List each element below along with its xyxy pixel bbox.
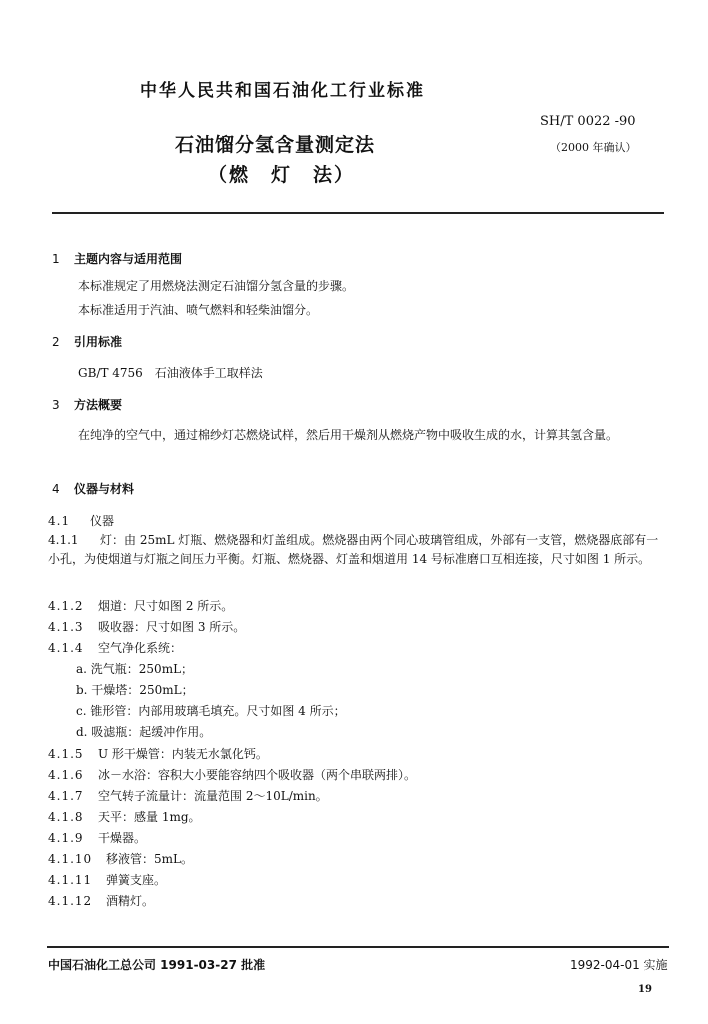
clause-text: 弹簧支座。 (106, 873, 167, 887)
section-number: 4 (52, 482, 60, 496)
clause-4-1-9 (48, 829, 146, 846)
clause-4-1-8 (48, 808, 201, 825)
clause-4-1-4 (48, 639, 182, 656)
clause-number: 4.1.5 (48, 747, 84, 761)
clause-number: 4.1.1 (48, 533, 79, 547)
clause-text: 灯：由 25mL 灯瓶、燃烧器和灯盖组成。燃烧器由两个同心玻璃管组成，外部有一支管，燃烧器底部有一小孔，为使烟道与灯瓶之间压力平衡。灯瓶、燃烧器、灯盖和烟道用 14 号标准磨口互相连接，尺寸如图 1 所示。 (48, 533, 659, 566)
clause-number: 4.1.4 (48, 641, 84, 655)
clause-number: 4.1.3 (48, 620, 84, 634)
clause-text: 酒精灯。 (106, 894, 155, 908)
section-2-heading (52, 333, 122, 350)
clause-4-1-11 (48, 871, 166, 888)
implementation-date: 1992-04-01 实施 (570, 958, 668, 972)
clause-number: 4.1.2 (48, 599, 84, 613)
clause-number: 4.1 (48, 514, 71, 528)
clause-4-1-12 (48, 892, 154, 909)
clause-number: 4.1.8 (48, 810, 84, 824)
section-1-heading (52, 250, 182, 267)
page-number: 19 (638, 984, 652, 995)
section-number: 2 (52, 335, 60, 349)
sub-item-d: d. 吸滤瓶：起缓冲作用。 (76, 725, 212, 739)
section-title: 仪器与材料 (74, 482, 135, 496)
clause-number: 4.1.11 (48, 873, 93, 887)
footer-divider (47, 946, 669, 948)
clause-text: 天平：感量 1mg。 (98, 810, 201, 824)
section-title: 引用标准 (74, 335, 123, 349)
document-subtitle: （燃 灯 法） (208, 164, 356, 186)
document-title: 石油馏分氢含量测定法 (175, 134, 376, 156)
clause-text: 干燥器。 (98, 831, 147, 845)
section-4-heading (52, 480, 134, 497)
clause-4-1 (48, 512, 114, 529)
sub-item-b: b. 干燥塔：250mL； (76, 683, 194, 697)
clause-text: 移液管：5mL。 (106, 852, 193, 866)
clause-4-1-3 (48, 618, 245, 635)
section-1-paragraph-2: 本标准适用于汽油、喷气燃料和轻柴油馏分。 (78, 303, 319, 317)
standard-code: SH/T 0022 -90 (540, 114, 636, 129)
clause-text: 冰－水浴：容积大小要能容纳四个吸收器（两个串联两排）。 (98, 768, 417, 782)
section-title: 主题内容与适用范围 (74, 252, 183, 266)
referenced-standard: GB/T 4756 石油液体手工取样法 (78, 366, 263, 380)
clause-number: 4.1.7 (48, 789, 84, 803)
issuing-standard-header: 中华人民共和国石油化工行业标准 (140, 81, 425, 101)
clause-4-1-7 (48, 787, 328, 804)
section-title: 方法概要 (74, 398, 123, 412)
clause-number: 4.1.10 (48, 852, 93, 866)
clause-text: 仪器 (90, 514, 115, 528)
clause-text: 烟道：尺寸如图 2 所示。 (98, 599, 234, 613)
clause-text: U 形干燥管：内装无水氯化钙。 (98, 747, 268, 761)
approval-line: 中国石油化工总公司 1991-03-27 批准 (48, 958, 266, 972)
clause-4-1-10 (48, 850, 193, 867)
clause-text: 吸收器：尺寸如图 3 所示。 (98, 620, 246, 634)
section-number: 3 (52, 398, 60, 412)
sub-item-a: a. 洗气瓶：250mL； (76, 662, 194, 676)
section-1-paragraph-1: 本标准规定了用燃烧法测定石油馏分氢含量的步骤。 (78, 279, 355, 293)
header-divider (52, 212, 664, 214)
section-number: 1 (52, 252, 60, 266)
clause-4-1-1 (48, 531, 668, 569)
clause-text: 空气转子流量计：流量范围 2～10L/min。 (98, 789, 328, 803)
confirmation-note: （2000 年确认） (550, 141, 637, 154)
clause-4-1-5 (48, 745, 268, 762)
clause-4-1-6 (48, 766, 416, 783)
clause-number: 4.1.12 (48, 894, 93, 908)
section-3-paragraph: 在纯净的空气中，通过棉纱灯芯燃烧试样，然后用干燥剂从燃烧产物中吸收生成的水，计算其氢含量。 (78, 428, 619, 442)
clause-text: 空气净化系统： (98, 641, 183, 655)
sub-item-c: c. 锥形管：内部用玻璃毛填充。尺寸如图 4 所示； (76, 704, 346, 718)
clause-4-1-2 (48, 597, 233, 614)
clause-number: 4.1.9 (48, 831, 84, 845)
clause-number: 4.1.6 (48, 768, 84, 782)
section-3-heading (52, 396, 122, 413)
